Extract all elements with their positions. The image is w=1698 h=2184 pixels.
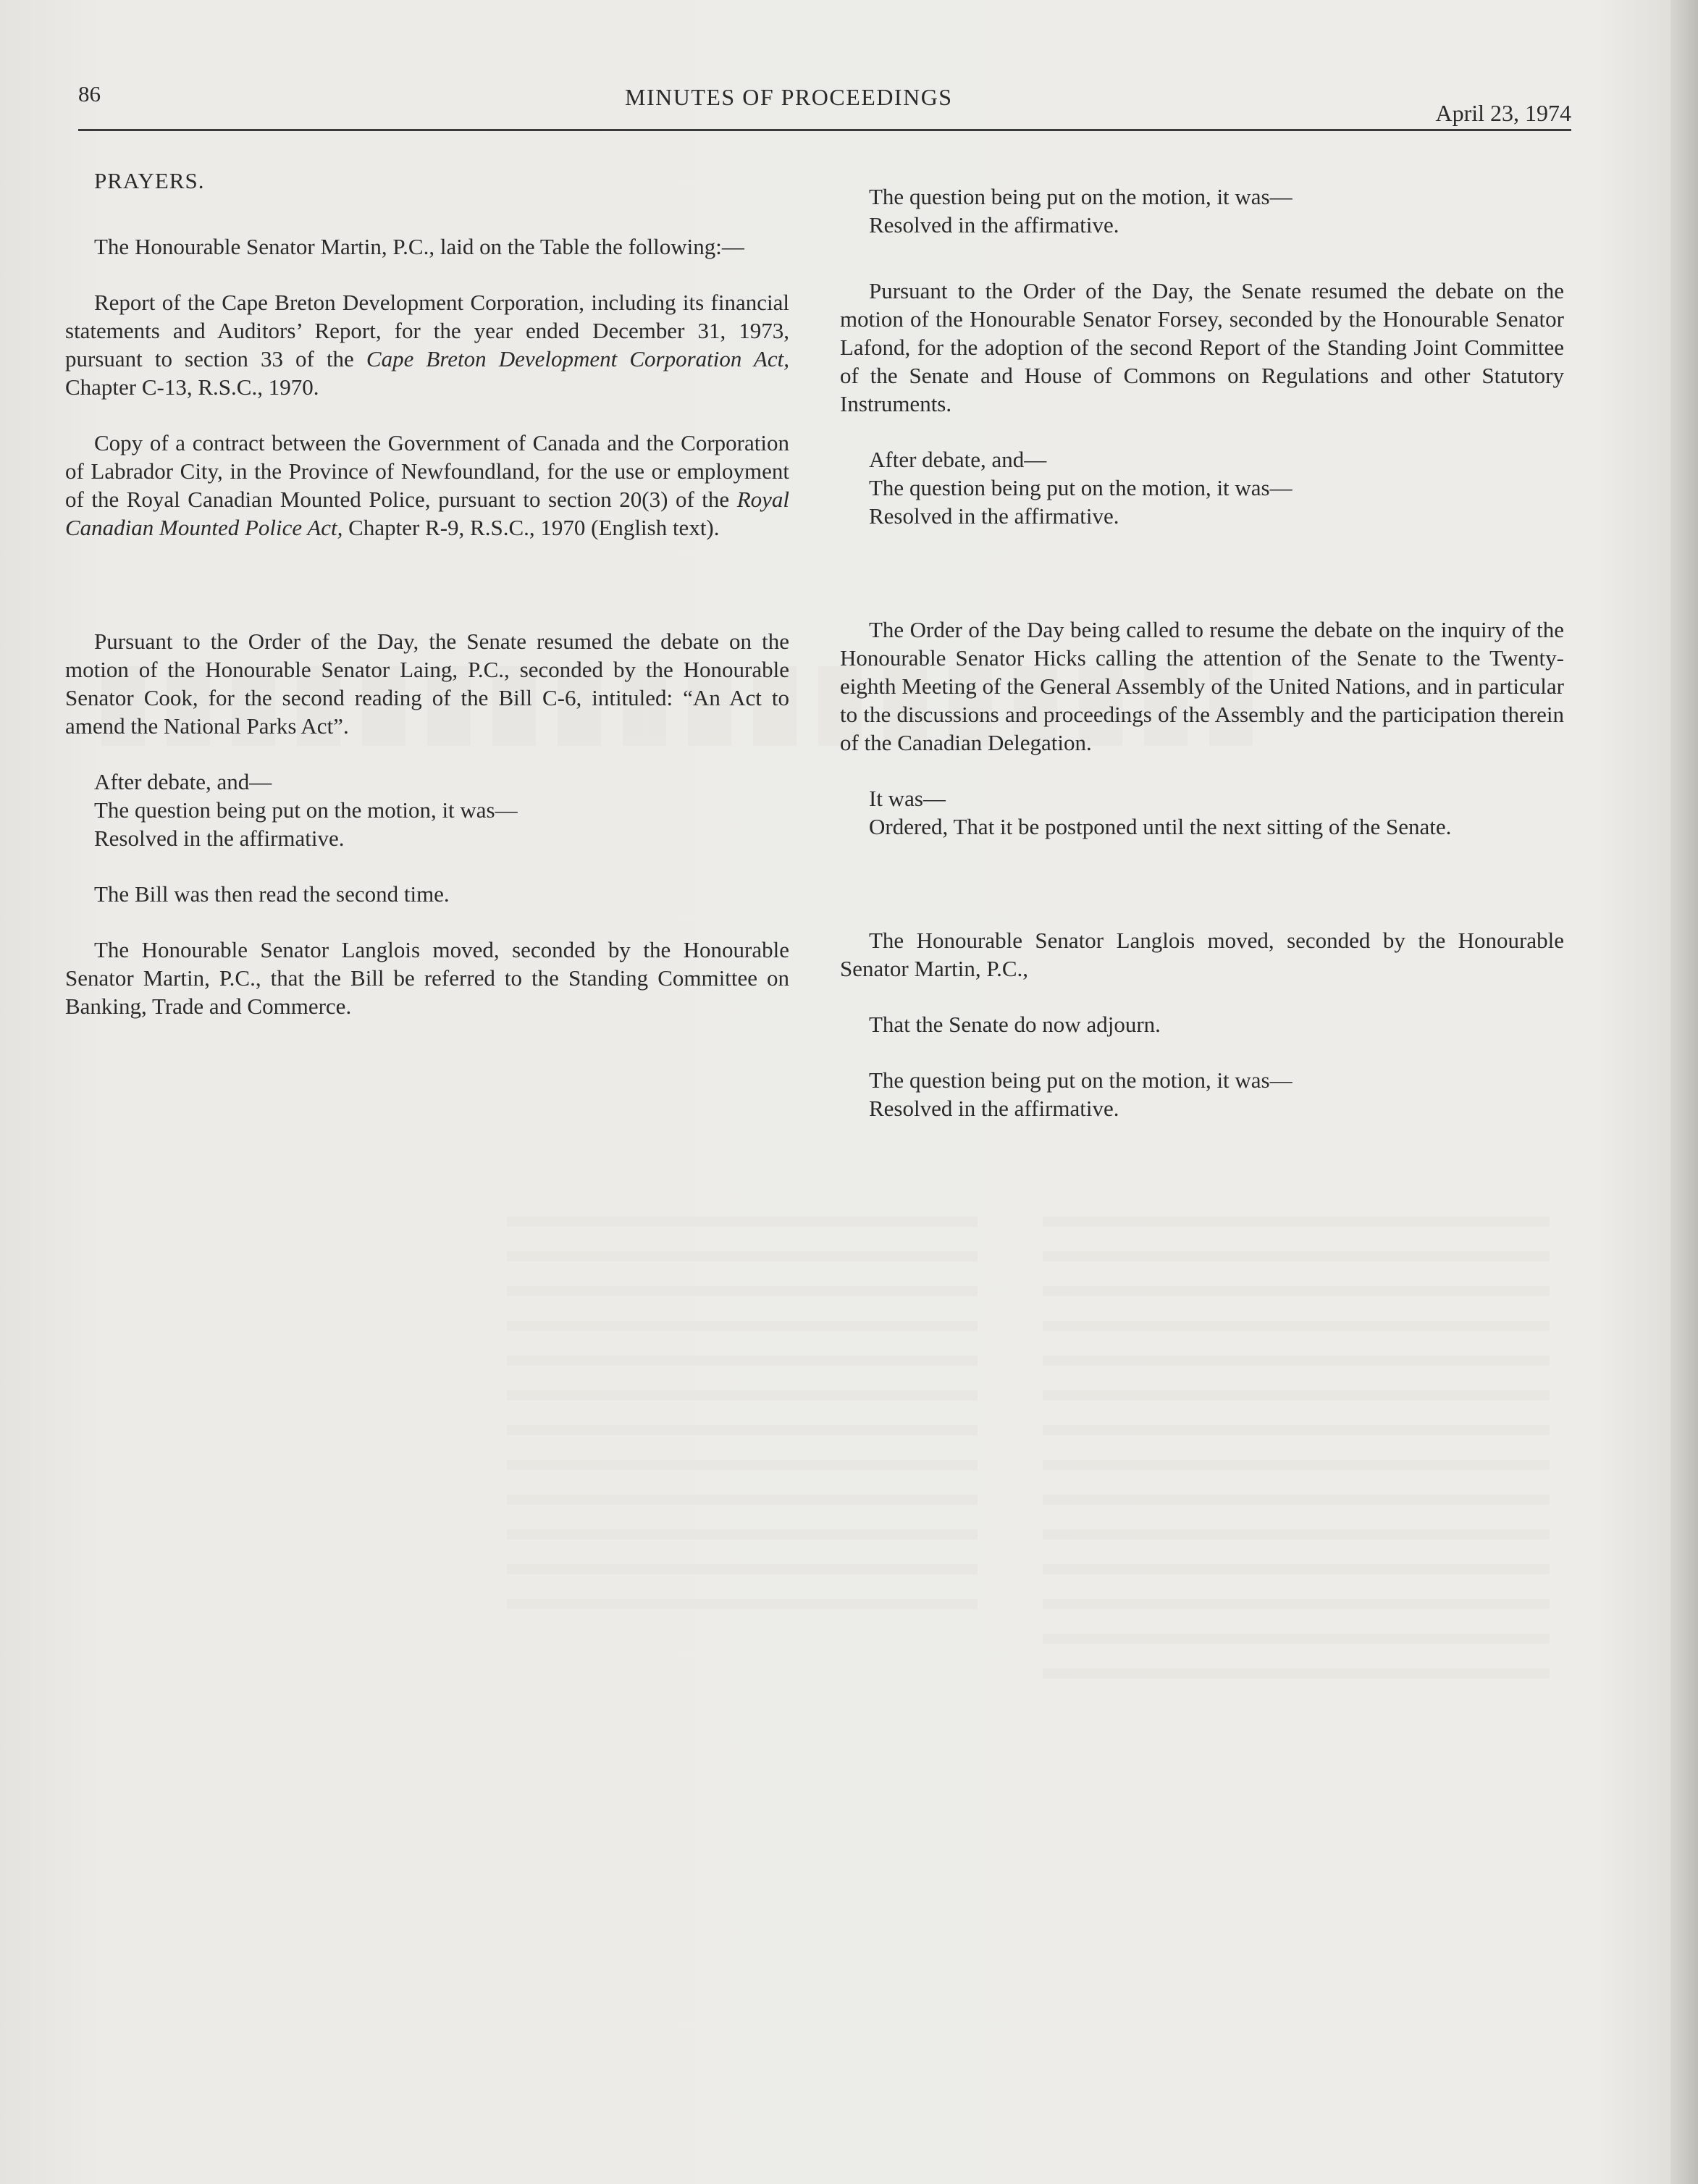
running-title: MINUTES OF PROCEEDINGS [625,84,953,110]
bill-referral: The Honourable Senator Langlois moved, seconded by the Honourable Senator Martin, P.C., that the Bill be referred to the Standing Committee on Banking, Trade and Commerce. [65,937,789,1019]
forsey-report-debate: Pursuant to the Order of the Day, the Senate resumed the debate on the motion of the Honourable Senator Forsey, seconded by the Honourable Senator Lafond, for the adoption of the second Report of the Standing Joint Committee of the Senate and House of Commons on Regulations and other Statutory Instruments. [840,278,1564,416]
prayers-heading: PRAYERS. [94,168,205,193]
second-reading: The Bill was then read the second time. [94,881,450,907]
resolved: Resolved in the affirmative. [869,1096,1119,1121]
header-date: April 23, 1974 [1435,100,1571,126]
adjournment-moved: The Honourable Senator Langlois moved, seconded by the Honourable Senator Martin, P.C., [840,928,1564,981]
act-title: Royal Canadian Mounted Police Act, [65,487,789,540]
cape-breton-report: Report of the Cape Breton Development Corporation, including its financial statements and Auditors’ Report, for the year ended December 31, 1973, pursuant to section 33 of the Cape Breton Development Corporation Act, Chapter C-13, R.S.C., 1970. [65,290,789,400]
page-header [78,81,1571,131]
resolved: Resolved in the affirmative. [869,212,1119,238]
it-was: It was— [869,786,946,811]
labrador-city-contract: Copy of a contract between the Government of Canada and the Corporation of Labrador City, in the Province of Newfoundland, for the use or employment of the Royal Canadian Mounted Police, pursuant to section 20(3) of the Royal Canadian Mounted Police Act, Chapter R-9, R.S.C., 1970 (English text). [65,430,789,540]
act-title: Cape Breton Development Corporation Act, [366,346,789,371]
postponed-order: Ordered, That it be postponed until the next sitting of the Senate. [869,814,1452,839]
after-debate: After debate, and— [869,447,1047,472]
page-binding-edge [1670,0,1698,2184]
right-column [840,182,1564,1122]
page-number: 86 [78,81,101,106]
resolved: Resolved in the affirmative. [869,503,1119,529]
bill-c6-debate: Pursuant to the Order of the Day, the Senate resumed the debate on the motion of the Honourable Senator Laing, P.C., seconded by the Honourable Senator Cook, for the second reading of the Bill C-6, intituled: “An Act to amend the National Parks Act”. [65,629,789,739]
left-column [65,167,789,1020]
tabled-intro: The Honourable Senator Martin, P.C., laid on the Table the following:— [94,234,744,259]
question-put: The question being put on the motion, it was— [869,1067,1293,1093]
question-put: The question being put on the motion, it was— [869,475,1293,500]
after-debate: After debate, and— [94,769,272,794]
adjournment-motion: That the Senate do now adjourn. [869,1012,1161,1037]
question-put: The question being put on the motion, it was— [94,797,518,823]
question-put: The question being put on the motion, it was— [869,184,1293,209]
resolved: Resolved in the affirmative. [94,826,345,851]
hicks-inquiry: The Order of the Day being called to resume the debate on the inquiry of the Honourable Senator Hicks calling the attention of the Senate to the Twenty-eighth Meeting of the General Assembly of the United Nations, and in particular to the discussions and proceedings of the Assembly and the participation therein of the Canadian Delegation. [840,617,1564,755]
